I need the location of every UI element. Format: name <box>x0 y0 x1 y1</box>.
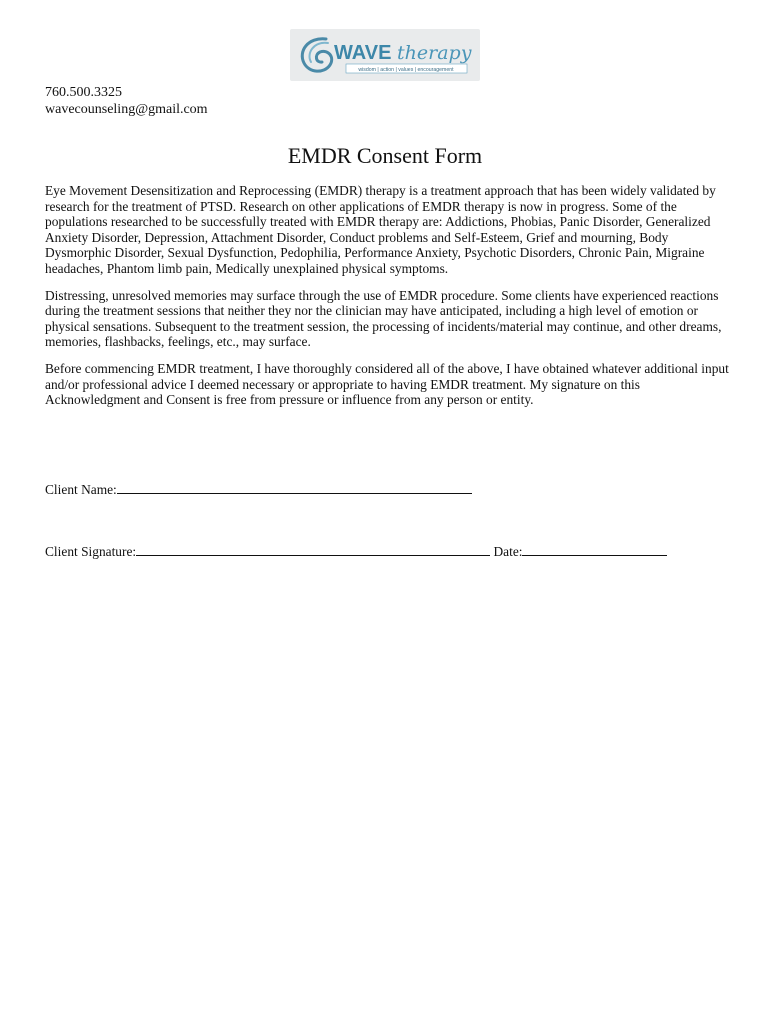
paragraph-intro: Eye Movement Desensitization and Reprocessing (EMDR) therapy is a treatment approach that has been widely validated by research for the treatment of PTSD. Research on other applications of EMDR therapy is now in progress. Some of the populations researched to be successfully treated with EMDR therapy are: Addictions, Phobias, Panic Disorder, Generalized Anxiety Disorder, Depression, Attachment Disorder, Conduct problems and Self-Esteem, Grief and mourning, Body Dysmorphic Disorder, Sexual Dysfunction, Pedophilia, Performance Anxiety, Psychotic Disorders, Chronic Pain, Migraine headaches, Phantom limb pain, Medically unexplained physical symptoms. <box>45 183 716 276</box>
client-name-line[interactable] <box>117 482 472 494</box>
svg-text:WAVE: WAVE <box>334 42 392 64</box>
phone-number: 760.500.3325 <box>45 85 122 100</box>
date-line[interactable] <box>522 544 667 556</box>
email-address: wavecounseling@gmail.com <box>45 102 208 117</box>
paragraph-acknowledgment: Before commencing EMDR treatment, I have thoroughly considered all of the above, I have obtained whatever additional input and/or professional advice I deemed necessary or appropriate to having EMDR treatment. My signature on this Acknowledgment and Consent is free from pressure or influence from any person or entity. <box>45 360 729 408</box>
page-title: EMDR Consent Form <box>287 143 483 168</box>
svg-text:therapy: therapy <box>397 42 472 64</box>
consent-body <box>45 183 735 419</box>
client-signature-line[interactable] <box>136 544 490 556</box>
contact-info <box>45 84 208 118</box>
client-signature-label: Client Signature: <box>45 544 137 559</box>
wave-logo-graphic <box>290 29 480 81</box>
svg-text:wisdom | action | values | enc: wisdom | action | values | encouragement <box>358 67 454 73</box>
date-label: Date: <box>493 544 523 559</box>
client-name-label: Client Name: <box>45 482 117 497</box>
wave-therapy-logo <box>290 29 480 81</box>
paragraph-risks: Distressing, unresolved memories may surface through the use of EMDR procedure. Some clients have experienced reactions during the treatment sessions that neither they nor the clinician may have anticipated, including a high level of emotion or physical sensations. Subsequent to the treatment session, the processing of incidents/material may continue, and other dreams, memories, flashbacks, feelings, etc., may surface. <box>45 287 722 350</box>
client-signature-row <box>45 544 667 560</box>
client-name-row <box>45 482 472 498</box>
